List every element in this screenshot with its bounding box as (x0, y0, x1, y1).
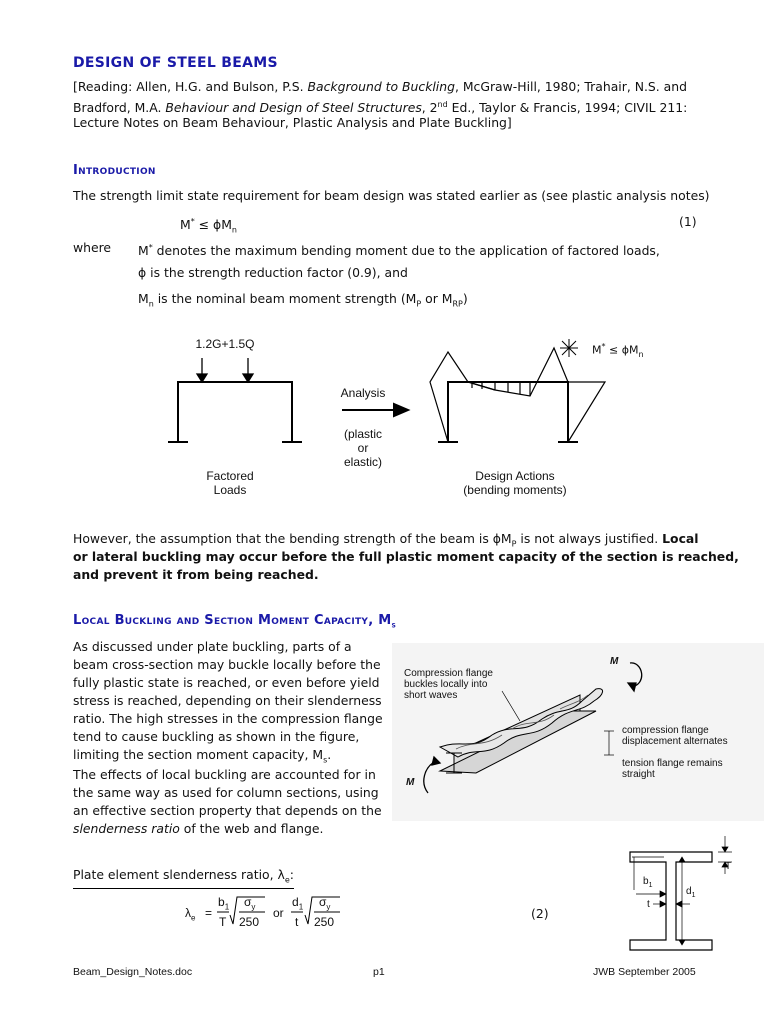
bending-moment-diagram (430, 348, 605, 442)
reading-line-3: Lecture Notes on Beam Behaviour, Plastic Analysis and Plate Buckling] (73, 115, 512, 130)
tension-flange-label: tension flange remains straight (622, 758, 723, 780)
where-label: where (73, 240, 112, 255)
footer-page-number: p1 (373, 966, 385, 978)
moment-label-bottom: M (406, 777, 415, 788)
equals-sign: = (205, 906, 213, 920)
local-buckling-line-2: beam cross-section may buckle locally before the (73, 657, 381, 672)
capacity-condition-label: $M^* \le \phi M_n$ (592, 342, 644, 359)
page-title: DESIGN OF STEEL BEAMS (73, 55, 278, 71)
web-thickness-label: t (647, 899, 650, 910)
analysis-label: Analysis (340, 386, 386, 400)
sqrt2-denominator: 250 (314, 915, 335, 929)
plastic-label: (plastic (343, 427, 382, 441)
sqrt1-numerator: $\sigma_y$ (244, 895, 256, 912)
moment-label-top: M (610, 656, 619, 667)
assumption-paragraph-line-3: and prevent it from being reached. (73, 567, 319, 582)
assumption-paragraph-line-2: or lateral buckling may occur before the full plastic moment capacity of the section is reached, (73, 549, 739, 564)
where-item-2: ϕ is the strength reduction factor (0.9), and (138, 265, 408, 280)
effects-line-1: The effects of local buckling are accounted for in (73, 767, 376, 782)
web-depth-label: $d_1$ (686, 886, 696, 899)
loads-label: Loads (213, 483, 247, 497)
where-item-1: M* denotes the maximum bending moment due to the application of factored loads, (138, 243, 660, 259)
assumption-paragraph-line-1: However, the assumption that the bending strength of the beam is $\phi M_P$ is not always justified. Local (73, 531, 699, 549)
reading-line-2: Bradford, M.A. Behaviour and Design of Steel Structures, 2nd Ed., Taylor & Francis, 1994; CIVIL 211: (73, 100, 688, 116)
section-heading-introduction: Introduction (73, 163, 156, 178)
equation-1: $M^* \le \phi M_n$ (180, 217, 237, 235)
frac1-numerator: $b_1$ (218, 895, 230, 912)
or-label: or (357, 441, 369, 455)
factored-label: Factored (206, 469, 254, 483)
bending-moments-label: (bending moments) (463, 483, 567, 497)
effects-line-2: the same way as used for column sections, using (73, 785, 379, 800)
where-item-3: $M_n$ is the nominal beam moment strength ($M_P$ or $M_{RP}$) (138, 291, 468, 309)
intro-paragraph: The strength limit state requirement for beam design was stated earlier as (see plastic analysis notes) (73, 188, 710, 203)
compression-flange-label: Compression flange buckles locally into short waves (404, 668, 493, 701)
frac2-numerator: $d_1$ (292, 895, 304, 912)
frac1-denominator: T (219, 915, 227, 929)
load-label: 1.2G+1.5Q (195, 337, 255, 351)
local-buckling-line-7: limiting the section moment capacity, $M_s$. (73, 747, 332, 765)
footer-date: JWB September 2005 (593, 966, 696, 978)
equation-2-number: (2) (531, 906, 549, 921)
slenderness-label: Plate element slenderness ratio, $\lambda_e$: (73, 867, 294, 889)
factored-frame (168, 382, 302, 442)
design-actions-label: Design Actions (475, 469, 555, 483)
footer-filename: Beam_Design_Notes.doc (73, 966, 193, 978)
flange-width-label: $b_1$ (643, 876, 653, 889)
local-buckling-line-3: fully plastic state is reached, or even before yield (73, 675, 380, 690)
sqrt2-numerator: $\sigma_y$ (319, 895, 331, 912)
local-buckling-line-6: tend to cause buckling as shown in the figure, (73, 729, 360, 744)
equation-1-number: (1) (679, 214, 697, 229)
flange-thickness-label: T (725, 861, 732, 872)
section-heading-local-buckling: Local Buckling and Section Moment Capacity, $M_s$ (73, 613, 397, 630)
local-buckling-line-4: stress is reached, depending on their slenderness (73, 693, 382, 708)
effects-line-3: an effective section property that depends on the (73, 803, 382, 818)
plastic-hinge-mark (560, 339, 578, 357)
lambda-symbol: $\lambda_e$ (185, 906, 196, 923)
equation-2-lines (185, 893, 375, 933)
i-section-figure (600, 830, 750, 960)
equation-2 (185, 893, 375, 933)
effects-line-4: slenderness ratio of the web and flange. (73, 821, 324, 836)
load-arrows (197, 358, 253, 382)
elastic-label: elastic) (343, 455, 382, 469)
sqrt1-denominator: 250 (239, 915, 260, 929)
local-buckling-line-1: As discussed under plate buckling, parts of a (73, 639, 352, 654)
analysis-arrow (342, 404, 408, 416)
frac2-denominator: t (295, 915, 299, 929)
reading-line-1: [Reading: Allen, H.G. and Bulson, P.S. Background to Buckling, McGraw-Hill, 1980; Trahair, N.S. and (73, 79, 687, 94)
or-word: or (273, 906, 284, 920)
local-buckling-line-5: ratio. The high stresses in the compression flange (73, 711, 383, 726)
displacement-label: compression flange displacement alternates (622, 725, 728, 747)
